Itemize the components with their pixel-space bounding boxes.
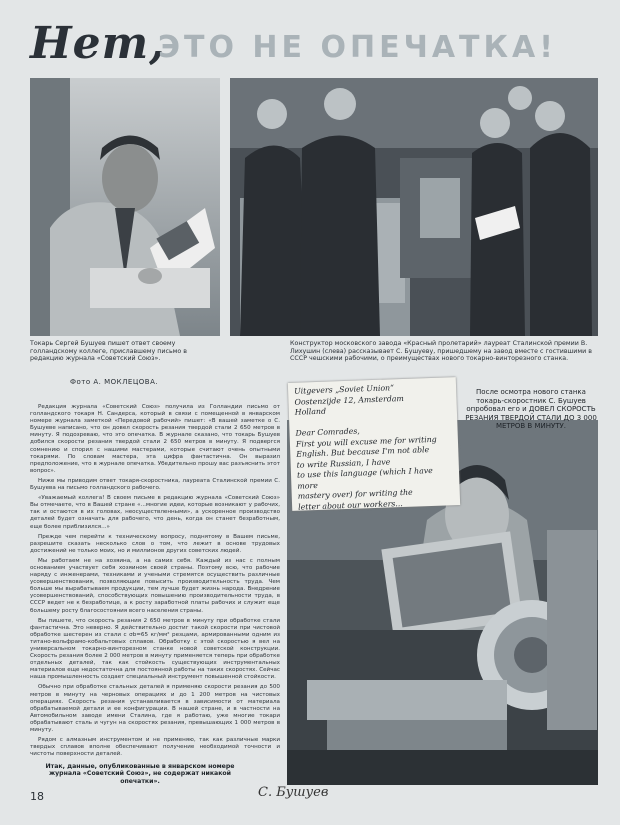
article-paragraph: Ниже мы приводим ответ токаря-скоростника, лауреата Сталинской премии С. Бушуева на письмо голландского рабочего.	[30, 477, 280, 492]
article-paragraph: Рядом с алмазным инструментом и не применяю, так как различные марки твердых сплавов вполне обеспечивают получение необходимой точности и чистоты поверхности деталей.	[30, 737, 280, 758]
article-paragraph: Прежде чем перейти к техническому вопросу, поднятому в Вашем письме, разрешите сказать несколько слов о том, что лежит в основе трудовых достижений не только моих, но и миллионов других советских людей.	[30, 533, 280, 554]
article-paragraph: Вы пишете, что скорость резания 2 650 метров в минуту при обработке стали фантастична. Это неверно. Я действительно достиг такой скорости при чистовой обработке шестерен из стали с σb=65 кг/мм² резцами, армированными одним из титано-вольфрамо-кобальтовых сплавов. Обработку с этой скоростью я вел на универсальном токарно-винторезном станке новой советской конструкции. Скорость резания более 2 000 метров в минуту применяется теперь при обработке отдельных деталей, так как стойкость существующих инструментальных материалов еще недостаточна для постоянной работы на таких скоростях. Сейчас наша промышленность создает специальный инструмент повышенной стойкости.	[30, 617, 280, 681]
photo-writing-worker	[30, 78, 220, 336]
article-paragraph: Редакция журнала «Советский Союз» получила из Голландии письмо от голландского токаря Н. Сандерса, который в связи с помещенной в январском номере журнала заметкой «Передовой рабочий» пишет: «В вашей заметке о С. Бушуеве написано, что он довел скорость резания твердой стали 2 650 метров в минуту. Я подозреваю, что это опечатка. В журнале сказано, что токарь Бушуев добился скорости резания твердой стали 2 650 метров в минуту. Я подвергся сомнению и спорил с нашими мастерами, которые считают очень опытными токарями. По словам мастера, эта цифра фантастична. Он выразил предположение, что в журнале опечатка. Убедительно прошу вас разъяснить этот вопрос».	[30, 404, 280, 474]
article-paragraph: «Уважаемый коллега! В своем письме в редакцию журнала «Советский Союз» Вы отмечаете, что в Вашей стране «...многие идеи, которые возникают у рабочих, так и остаются в их головах, неосуществленными», а ускоренное производство деталей будет означать для рабочего, что день, когда он станет безработным, еще более приблизился...»	[30, 495, 280, 530]
photo-credit: Фото А. МОКЛЕЦОВА.	[70, 378, 159, 386]
headline-main: Нет,	[30, 18, 166, 69]
page-number: 18	[30, 790, 44, 803]
headline-sub: ЭТО НЕ ОПЕЧАТКА!	[158, 30, 557, 65]
caption-left-photo: Токарь Сергей Бушуев пишет ответ своему голландскому коллеге, приславшему письмо в редакцию журнала «Советский Союз».	[30, 340, 187, 363]
article-paragraph: Обычно при обработке стальных деталей я применяю скорости резания до 500 метров в минуту на черновых операциях и до 1 200 метров на чистовых операциях. Скорость резания устанавливается в зависимости от материала обрабатываемой детали и ее конфигурации. В нашей стране, и в частности на Автомобильном заводе имени Сталина, где я работаю, уже многие токари обрабатывают сталь и чугун на скоростях резания, превышающих 1 000 метров в минуту.	[30, 684, 280, 734]
photo-factory-group	[230, 78, 598, 336]
photo-writing-worker-image	[30, 78, 220, 336]
article-conclusion: Итак, данные, опубликованные в январском номере журнала «Советский Союз», не содержат никакой опечатки».	[45, 763, 235, 785]
dutch-letter-text: Uitgevers „Soviet Union“ Oostenzijde 12, Amsterdam Holland Dear Comrades, First you will excuse me for writing English. But because I'm not able to write Russian, I have to use this language (which I have more mastery over) for writing the letter about our workers...	[293, 383, 437, 511]
photo-factory-group-image	[230, 78, 598, 336]
author-signature: С. Бушуев	[258, 785, 329, 800]
article-paragraph: Мы работаем не на хозяина, а на самих себя. Каждый из нас с полным основанием участвует себя хозяином своей страны. Поэтому всю, что рабочие наряду с инженерами, техниками и учеными стремятся осуществить различные усовершенствования, позволяющие повысить производительность труда. Чем больше мы вырабатываем продукции, тем лучше будет жизнь народа. Внедрение усовершенствований, способствующих повышению производительности труда, в СССР ведет не к безработице, а к росту заработной платы рабочих и служит еще большему росту благосостояния всего населения страны.	[30, 557, 280, 614]
dutch-letter	[288, 377, 460, 511]
caption-top-right-photo: Конструктор московского завода «Красный пролетарий» лауреат Сталинской премии В. Лихушин (слева) рассказывает С. Бушуеву, пришедшему на завод вместе с гостившими в СССР чешскими рабочими, о преимуществах нового токарно-винторезного станка.	[290, 340, 592, 363]
article-body	[30, 404, 280, 760]
caption-lathe-photo: После осмотра нового станка токарь-скоростник С. Бушуев опробовал его и ДОВЕЛ СКОРОСТЬ РЕЗАНИЯ ТВЕРДОЙ СТАЛИ ДО 3 000 МЕТРОВ В МИНУТУ.	[465, 388, 597, 431]
